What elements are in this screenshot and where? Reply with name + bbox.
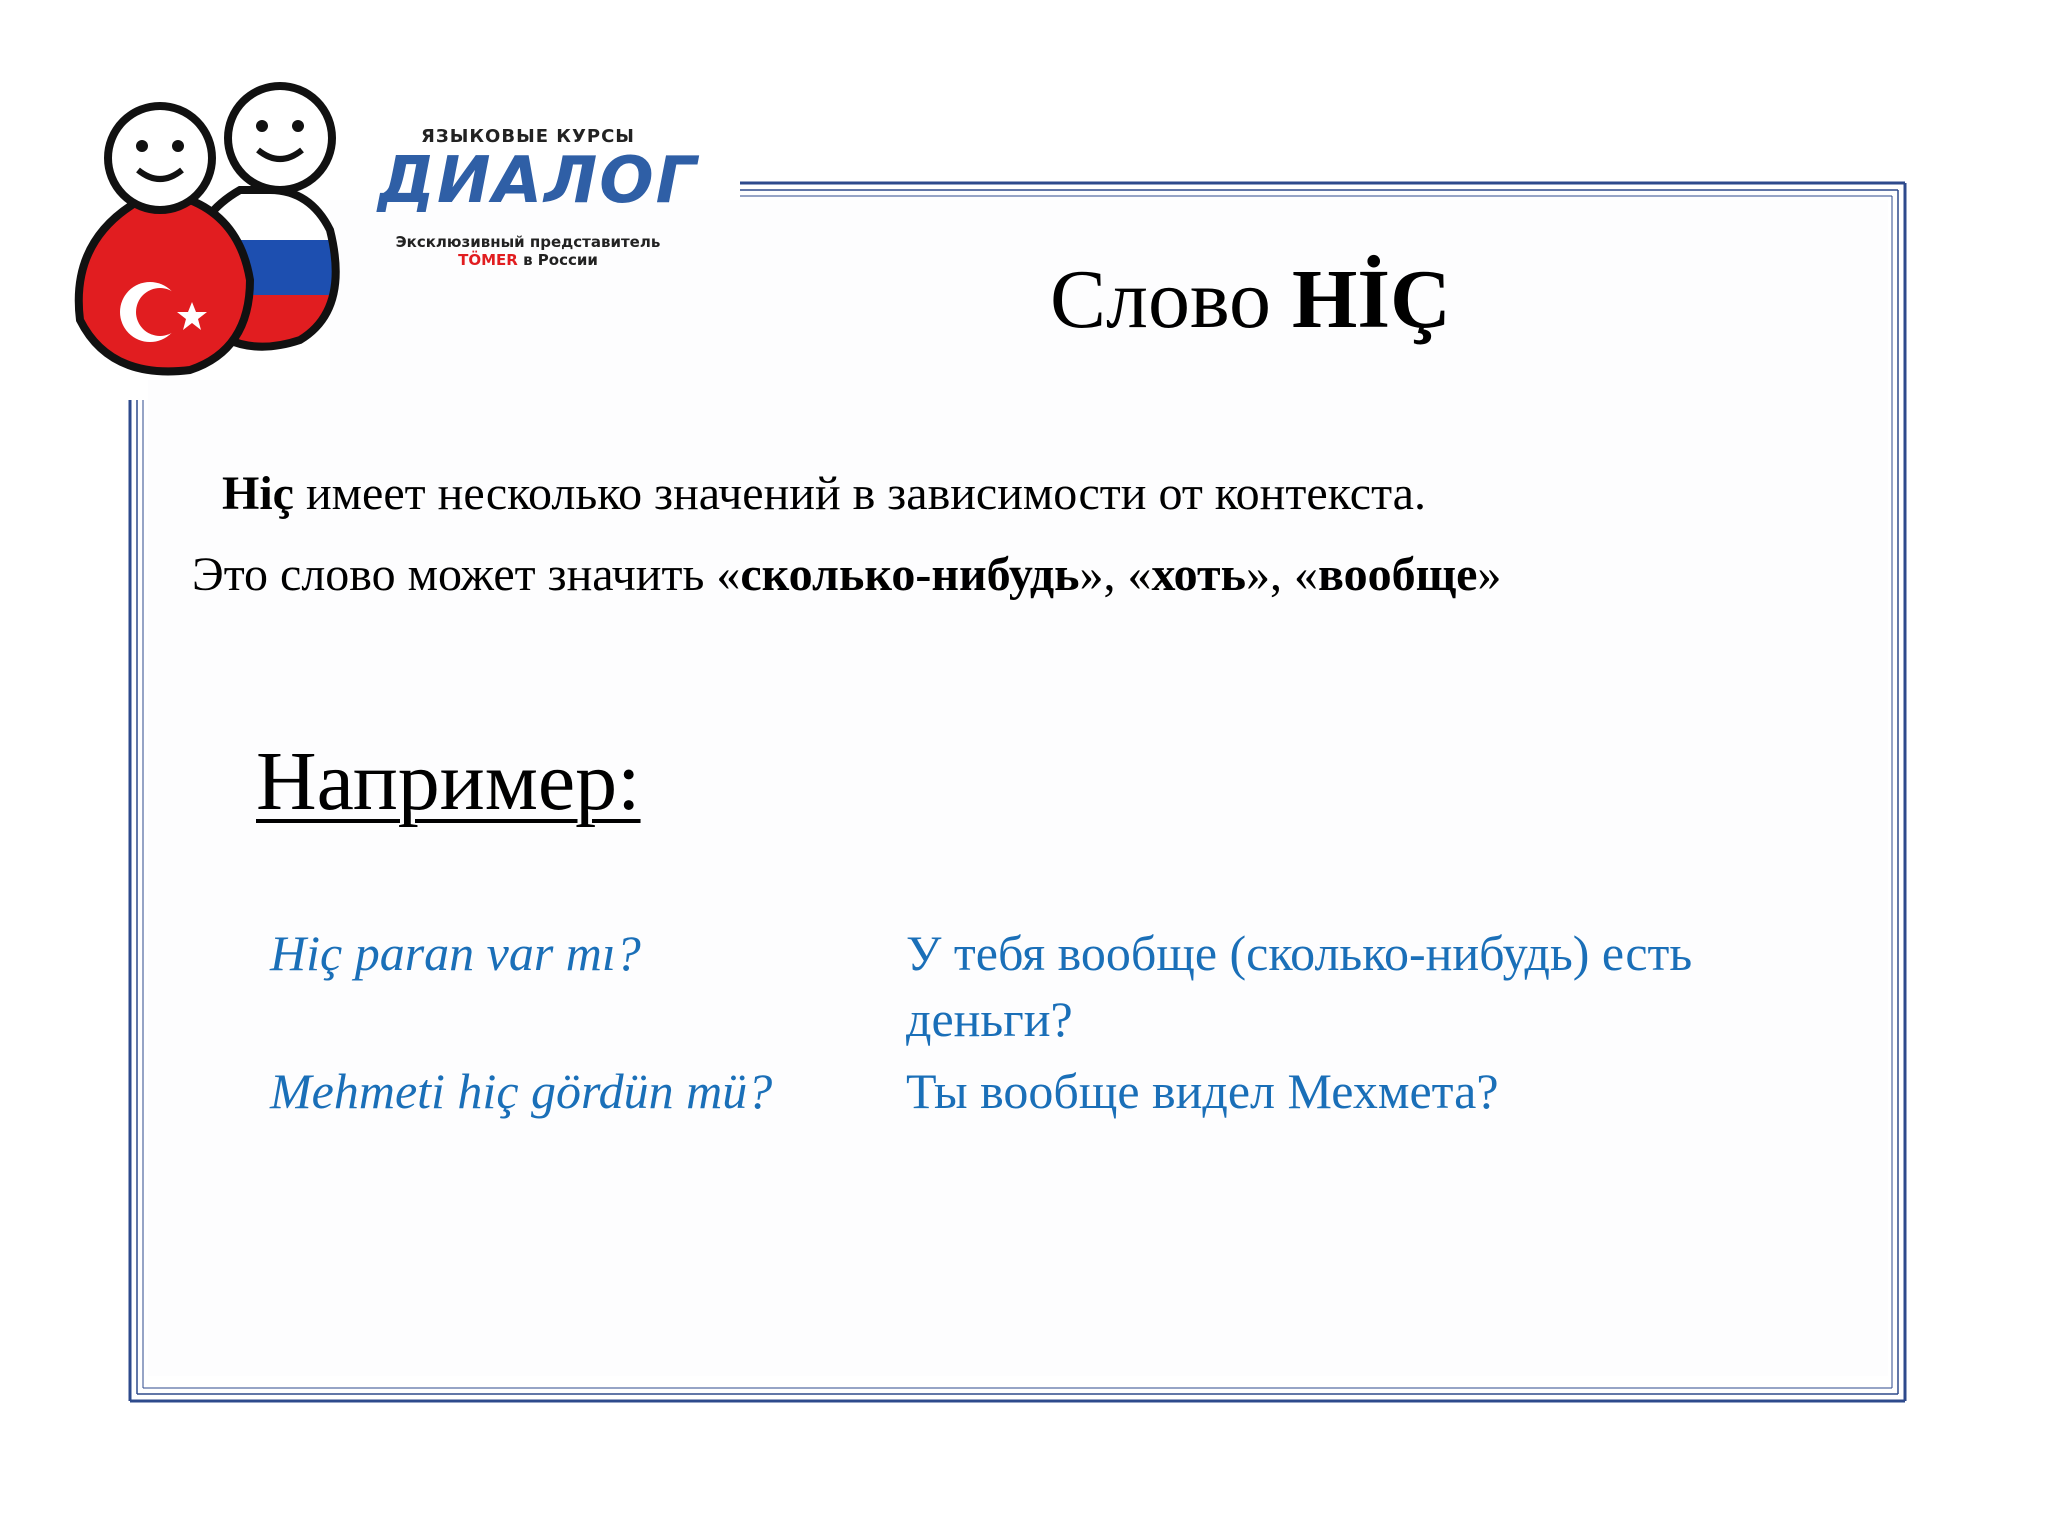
logo-brand: TÖMER <box>458 251 518 269</box>
title-prefix: Слово <box>1050 253 1272 346</box>
example-ru-1: У тебя вообще (сколько-нибудь) есть деньги? <box>906 925 1693 1047</box>
meaning-2: хоть <box>1151 548 1246 601</box>
intro-line-1 <box>222 466 1426 522</box>
example-ru-2: Ты вообще видел Мехмета? <box>906 1063 1499 1119</box>
example-tr-1: Hiç paran var mı? <box>270 925 641 981</box>
intro-line-2 <box>192 547 1501 603</box>
example-tr-2: Mehmeti hiç gördün mü? <box>270 1063 773 1119</box>
logo-text <box>378 126 699 269</box>
intro-line-2-end: » <box>1477 548 1502 601</box>
intro-line-1-text: имеет несколько значений в зависимости от контекста. <box>305 467 1426 520</box>
meaning-1: сколько-нибудь <box>740 548 1080 601</box>
slide-title <box>1050 250 1451 350</box>
meaning-3: вообще <box>1317 548 1478 601</box>
examples-heading: Например: <box>256 735 641 828</box>
title-word: HİÇ <box>1292 253 1451 346</box>
logo-subtitle-2 <box>378 251 678 269</box>
intro-bold-word: Hiç <box>222 467 294 520</box>
logo-location: в России <box>523 251 598 269</box>
logo-top-text: ЯЗЫКОВЫЕ КУРСЫ <box>421 126 635 147</box>
intro-line-2-start: Это слово может значить « <box>192 548 741 601</box>
intro-sep-1: », « <box>1079 548 1152 601</box>
intro-sep-2: », « <box>1245 548 1318 601</box>
logo-figures <box>50 40 410 400</box>
logo-subtitle: Эксклюзивный представитель <box>395 233 661 251</box>
logo-name: ДИАЛОГ <box>378 144 699 218</box>
